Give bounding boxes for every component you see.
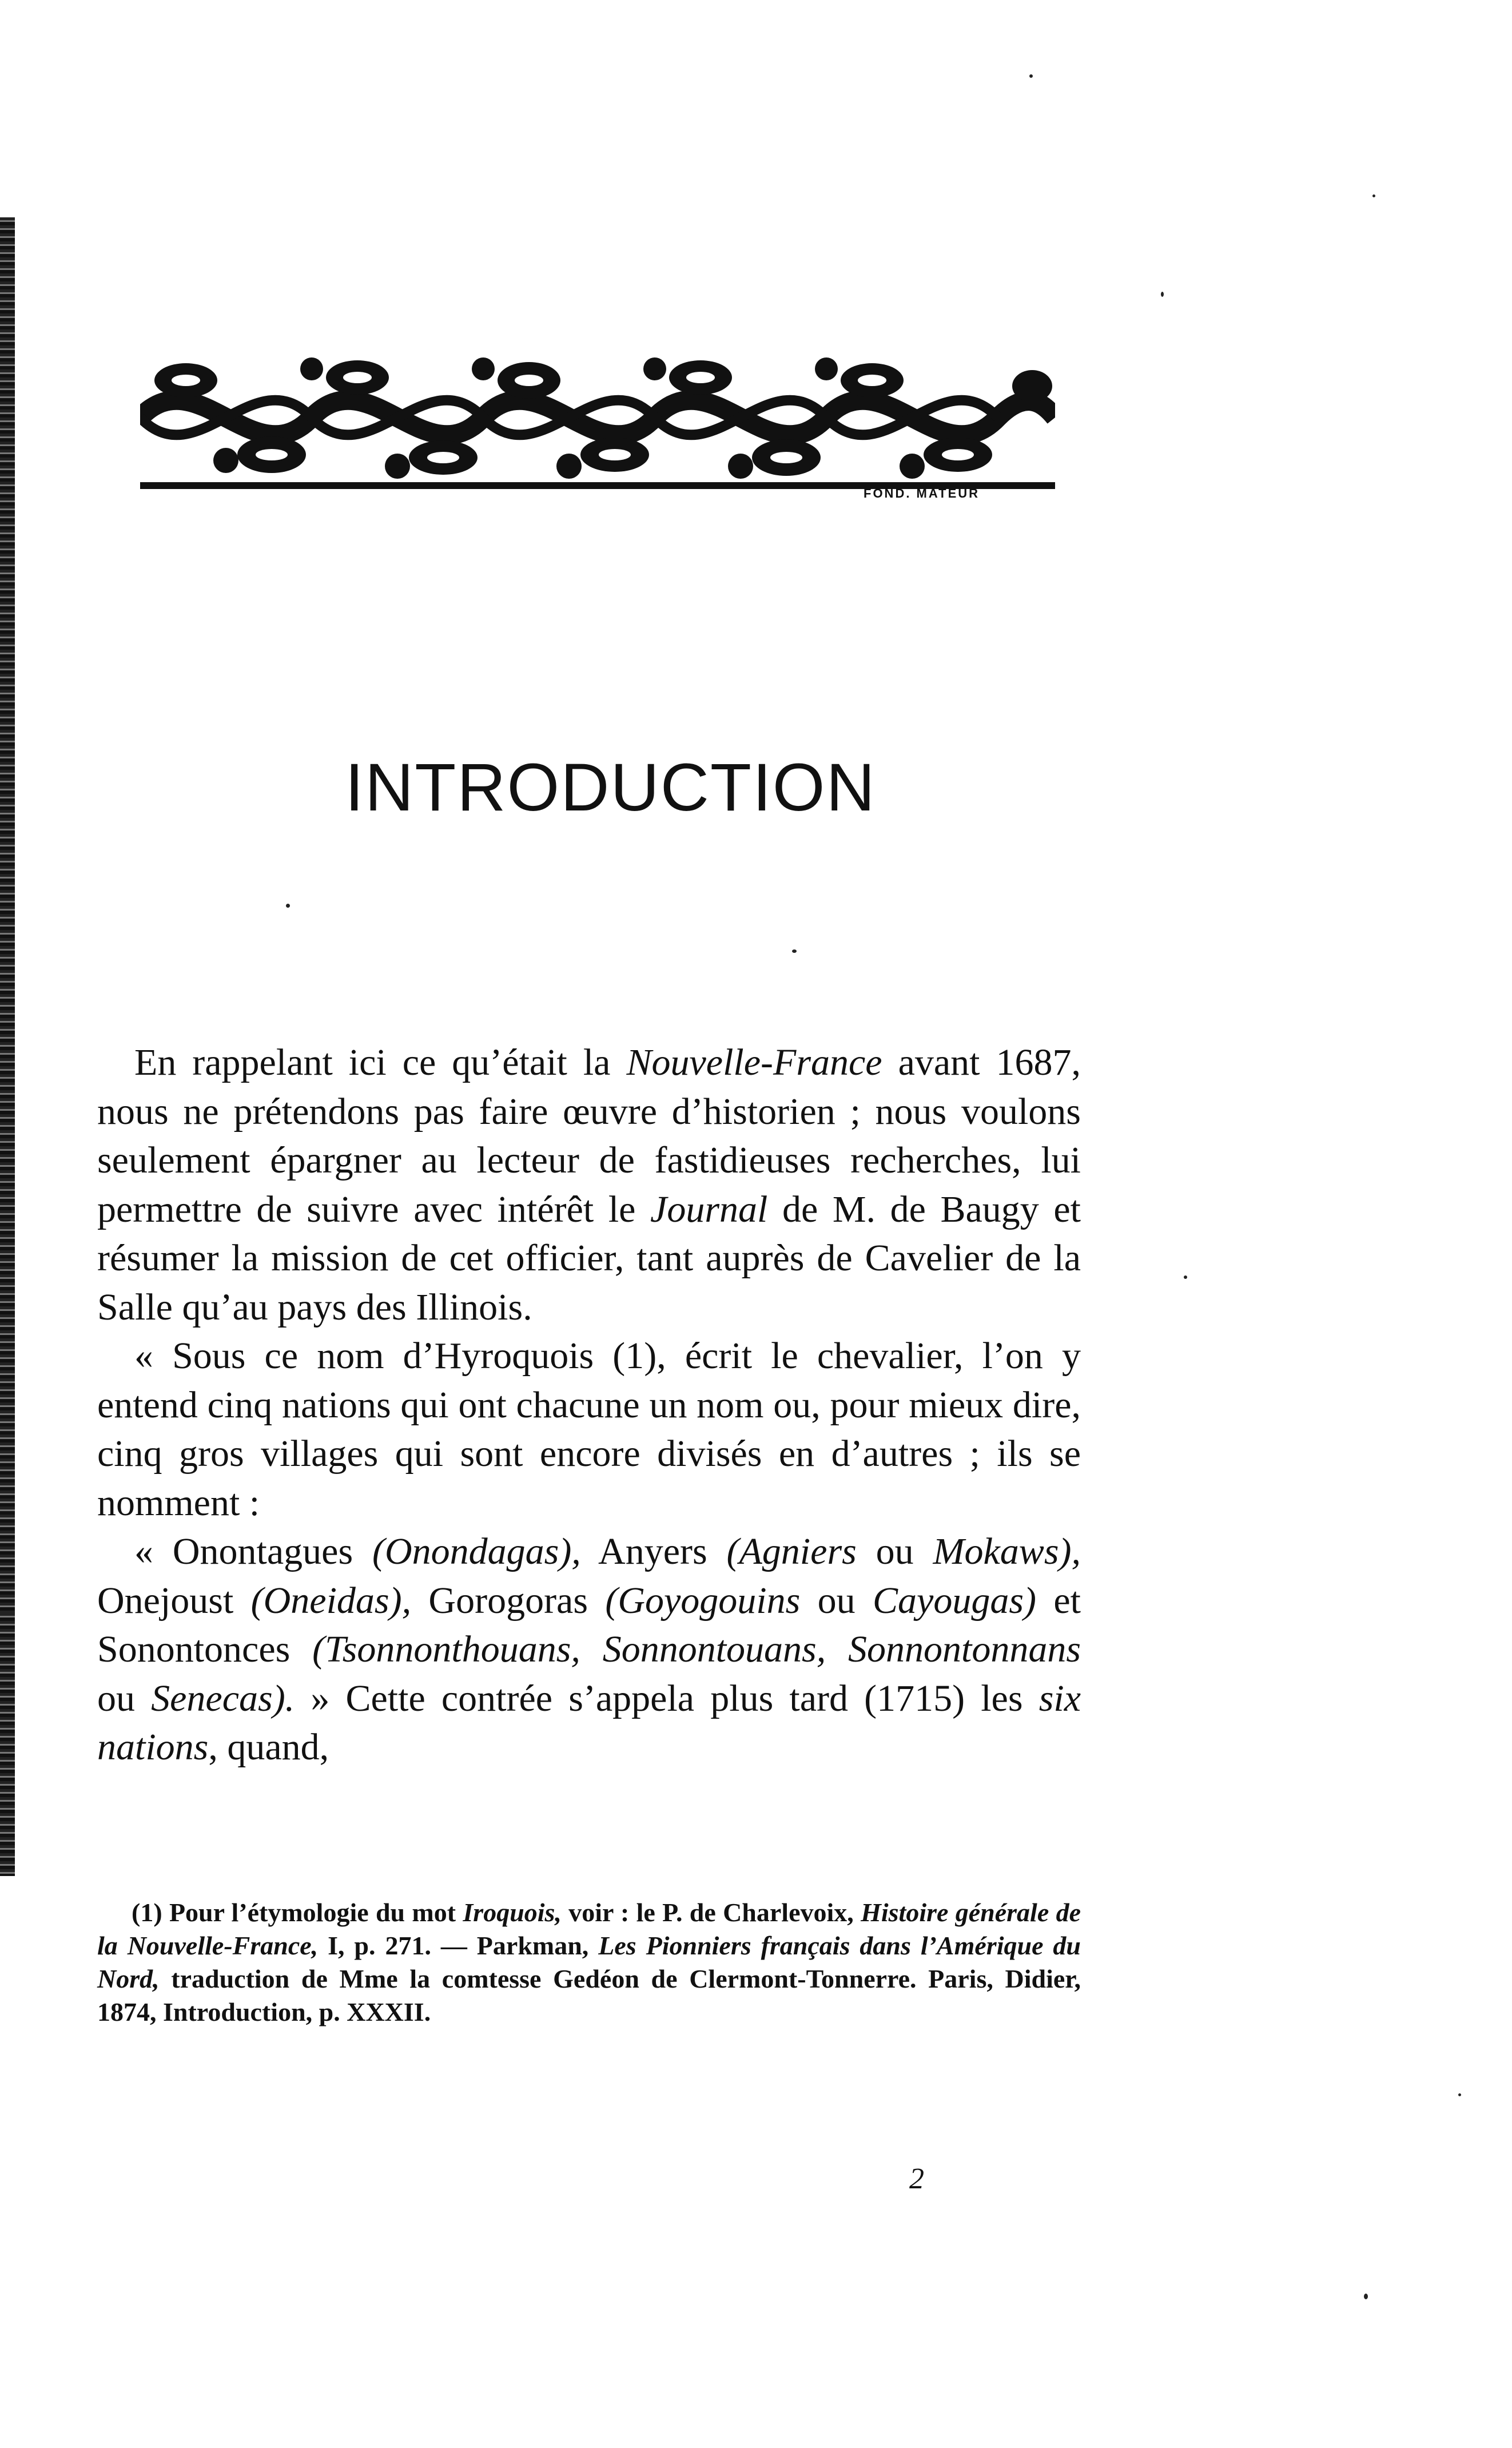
p1-text-b: avant 1687, nous ne prétendons pas faire œuvre d’historien ; nous voulons seulement épargner au lecteur de fastidieuses recherches, lui permettre de suivre avec intérêt le [97, 1042, 1081, 1230]
p1-text-a: En rappelant ici ce qu’était la [134, 1042, 627, 1083]
p3-text-j: , quand, [208, 1726, 329, 1768]
p3-text-a: « Onontagues [134, 1531, 372, 1572]
p3-italic-2: (Agniers [726, 1531, 857, 1572]
binding-edge-shadow-lower [0, 1613, 15, 1876]
p3-italic-4: (Oneidas), [250, 1579, 412, 1622]
scan-speck [1161, 292, 1164, 297]
p3-text-f: ou [800, 1579, 873, 1622]
p3-text-c: ou [856, 1531, 933, 1572]
footnote-italic-2: Histoire générale de la Nouvelle-France, [97, 1898, 1081, 1960]
page-number: 2 [909, 2163, 924, 2195]
footnote-text-c: I, p. 271. — Parkman, [318, 1931, 599, 1960]
p1-italic-nouvelle-france: Nouvelle-France [626, 1042, 882, 1083]
paragraph-3 [97, 1527, 1081, 1772]
scan-speck [1458, 2093, 1461, 2096]
paragraph-1 [97, 1038, 1081, 1332]
p3-text-d: Onejoust [97, 1579, 251, 1622]
scan-speck [792, 949, 797, 953]
scan-speck [1184, 1275, 1187, 1279]
chapter-title: INTRODUCTION [345, 750, 876, 826]
p1-text-c: de M. de Baugy et résumer la mission de cet officier, tant auprès de Cavelier de la Salle qu’au pays des Illinois. [97, 1188, 1081, 1328]
floral-headpiece-ornament [140, 346, 1055, 489]
footnote-1 [97, 1896, 1081, 2029]
footnote [97, 1896, 1081, 2029]
p3-italic-1: (Onondagas), [372, 1531, 581, 1572]
foundry-mark: FOND. MATEUR [864, 486, 980, 500]
scan-speck [286, 904, 290, 908]
p3-text-g: et Sonontonces [97, 1579, 1081, 1670]
p3-text-b: Anyers [580, 1531, 727, 1572]
footnote-text-a: (1) Pour l’étymologie du mot [132, 1898, 463, 1927]
p3-italic-7: (Tsonnonthouans, Sonnontouans, Sonnontonnans [312, 1628, 1081, 1670]
p3-text-i: » Cette contrée s’appela plus tard (1715) les [295, 1677, 1039, 1719]
p3-italic-3: Mokaws), [933, 1531, 1081, 1572]
p3-text-e: Gorogoras [411, 1579, 606, 1622]
scan-speck [1364, 2294, 1368, 2299]
body-text [97, 1038, 1081, 1772]
p1-italic-journal: Journal [650, 1188, 768, 1230]
scan-speck [1372, 194, 1375, 197]
p3-italic-8: Senecas). [151, 1677, 295, 1719]
p3-italic-5: (Goyogouins [605, 1579, 801, 1622]
footnote-text-d: traduction de Mme la comtesse Gedéon de Clermont-Tonnerre. Paris, Didier, 1874, Introduction, p. XXXII. [97, 1964, 1081, 2026]
p3-italic-6: Cayougas) [873, 1579, 1037, 1622]
paragraph-2: « Sous ce nom d’Hyroquois (1), écrit le chevalier, l’on y entend cinq nations qui ont chacune un nom ou, pour mieux dire, cinq gros villages qui sont encore divisés en d’autres ; ils se nomment : [97, 1335, 1081, 1524]
p3-italic-9: six nations [97, 1677, 1081, 1768]
p3-text-h: ou [97, 1677, 152, 1719]
footnote-text-b: voir : le P. de Charlevoix, [561, 1898, 861, 1927]
binding-edge-shadow [0, 217, 15, 1613]
footnote-italic-3: Les Pionniers français dans l’Amérique du Nord, [97, 1931, 1081, 1993]
footnote-italic-1: Iroquois, [463, 1898, 562, 1927]
scan-speck [1029, 74, 1033, 78]
